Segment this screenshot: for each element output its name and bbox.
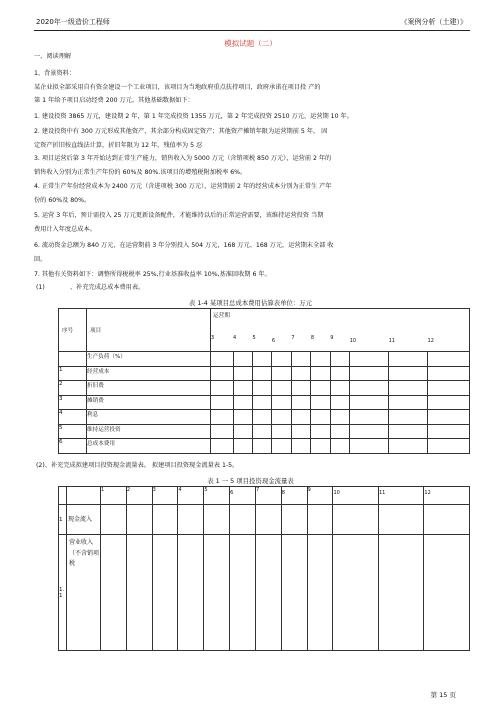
page-number: 第 15 页 (430, 691, 456, 699)
body-line: 定资产折旧按直线法计算，折旧年限为 12 年，残值率为 5 忍 (34, 142, 203, 149)
year-header: 10 (333, 487, 378, 505)
year-header: 9 (330, 334, 334, 341)
year-header: 5 (252, 334, 256, 341)
body-line: 第 1 年给予项目启动经费 200 万元。其他基础数据如下： (34, 97, 194, 104)
year-header: 4 (233, 334, 237, 341)
year-header: 1 (101, 487, 127, 505)
header-right: 《案例分析（土建）》 (400, 18, 467, 26)
cashflow-table (58, 486, 470, 651)
table-row: 4 利息 (59, 410, 470, 425)
table-row: 1.1 营业收入（不含销项税 (59, 535, 470, 651)
header-left: 2020年一级造价工程师 (36, 18, 110, 26)
col-item-header: 项目 (87, 309, 211, 352)
year-header: 3 (211, 335, 234, 352)
body-line: 7. 其他有关资料如下：调整所得税税率 25%,行业基准收益率 10%,基准回收期 6 年。 (34, 271, 271, 278)
year-header: 11 (378, 487, 423, 505)
body-line: 4. 正常生产年份经营成本为 2400 万元（含进项税 300 万元），运营期前 2 年的经营成本分别为正常生 产年 (34, 183, 332, 190)
col-seq-header: 序号 (59, 309, 87, 352)
year-header: 6 (271, 337, 276, 344)
year-header: 8 (281, 487, 307, 505)
table-row: 3 摊销费 (59, 395, 470, 410)
table-row: 2 折旧费 (59, 381, 470, 396)
body-line: 份的 60%及 80%。 (34, 197, 91, 204)
body-line: 1. 建设投资 3865 万元，建设期 2 年，第 1 年完成投资 1355 万元，第 2 年完成投资 2510 万元，运营期 10 年。 (34, 113, 353, 120)
year-header: 10 (349, 337, 357, 344)
table-1-caption: 表 1-4 某项目总成本费用估算表单位：万元 (188, 299, 313, 307)
year-header: 3 (152, 487, 178, 505)
background-heading: 1、背景资料： (34, 70, 76, 77)
year-header: 11 (388, 337, 395, 344)
question-1-text: 、补充完成总成本费用表。 (70, 284, 145, 291)
page-title: 模拟试题（二） (224, 39, 277, 48)
table-row: 6 总成本费用 (59, 439, 470, 454)
body-line: 销售收入分别为正常生产年份的 60%及 80%.该项目的增殖税附加税率 6%。 (34, 169, 247, 176)
question-2-text: (2)、补充完成拟建项目投资现金流量表。 拟建项目投资现金流量表 1-5。 (36, 462, 239, 469)
body-line: 6. 流动资金总额为 840 万元，在运营期前 3 年分别投入 504 万元，168 万元、168 万元，运营期末全部 收 (34, 242, 334, 249)
table-row: 1 现金流入 (59, 505, 470, 535)
year-header: 6 (230, 487, 256, 505)
header-rule (34, 30, 470, 31)
col-period-header: 运营期 (211, 309, 470, 335)
year-header: 4 (178, 487, 204, 505)
table-row: 1 经营成本 (59, 366, 470, 381)
year-header: 9 (307, 487, 333, 505)
table-2-caption: 表 1 一 5 项目投资现金流量表 (207, 477, 294, 485)
table-row: 5 维持运营投资 (59, 424, 470, 439)
year-header: 7 (255, 487, 281, 505)
year-header: 2 (126, 487, 152, 505)
year-header: 7 (291, 334, 295, 341)
body-line: 3. 项目运营后第 3 年开始达到正常生产能力，销售收入为 5000 万元（含销项税 850 万元），运营前 2 年的 (34, 155, 332, 162)
cost-table (58, 308, 470, 454)
year-header: 12 (424, 487, 470, 505)
body-line: 费用计入年度总成本。 (34, 226, 96, 233)
question-1-number: (1) (36, 284, 45, 291)
body-line: 2. 建设投资中有 300 万元形成其他资产，其余部分构成固定资产；其他资产摊销年限为运营期前 5 年， 固 (34, 128, 328, 135)
section-heading: 一、阅读理解 (34, 53, 72, 60)
table-row: 生产负荷（%） (59, 352, 470, 367)
body-line: 5. 运营 3 年后，预计需投入 25 万元更新设备配件，才能维持以后的正常运营需要，该维持运营投资 当期 (34, 212, 324, 219)
body-line: 回。 (34, 256, 47, 263)
year-header: 8 (310, 334, 314, 341)
year-header: 5 (204, 487, 230, 505)
body-line: 某企业拟全部采用自有资金建设一个工业项目，该项目为当地政府重点扶持项目，政府承诺在项目投 产的 (34, 84, 321, 91)
year-header: 12 (428, 335, 470, 352)
